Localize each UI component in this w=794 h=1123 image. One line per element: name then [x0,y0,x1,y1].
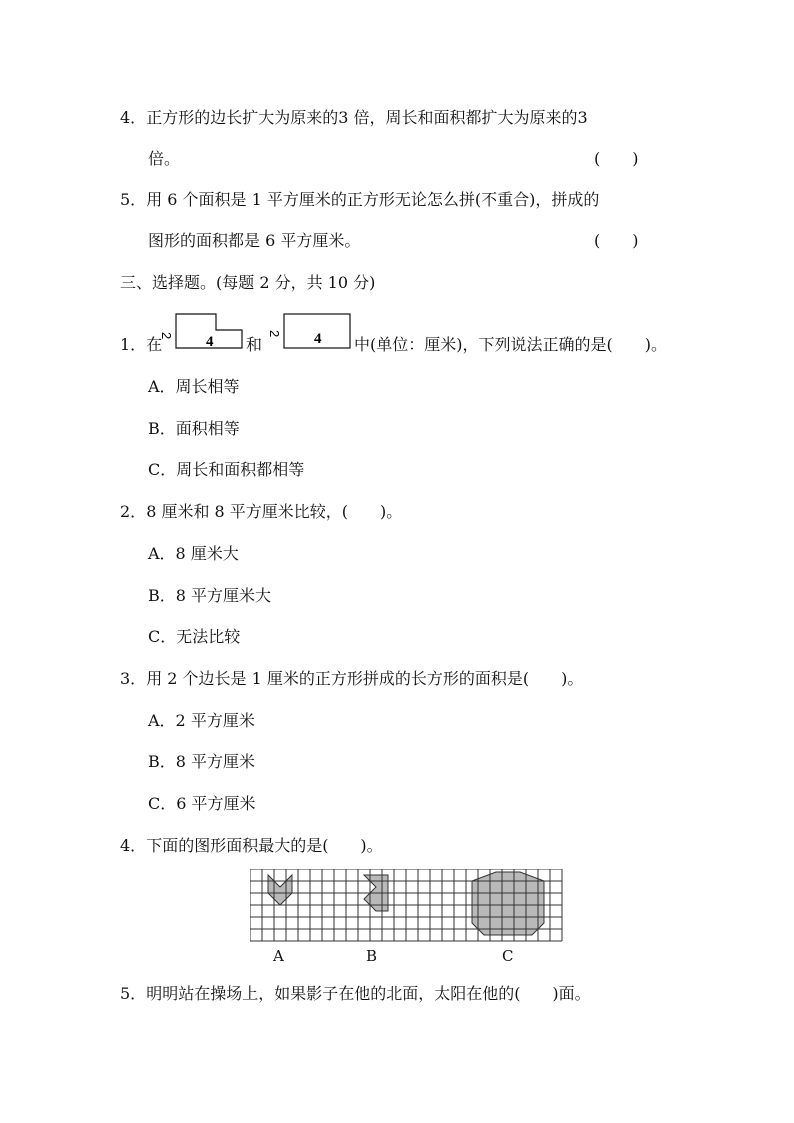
judge-q4-line1 [120,108,588,128]
judge-q4-number: 4． [120,108,147,127]
choice-q1-number: 1． [120,335,147,354]
choice-q2-option-a[interactable]: A．8 厘米大 [148,544,239,563]
choice-q2-line [120,502,402,522]
judge-q5-number: 5． [120,190,147,209]
grid-shape-a [268,875,292,905]
choice-q2-option-b[interactable]: B．8 平方厘米大 [148,586,272,605]
choice-q4-line [120,836,383,856]
choice-q3-option-c[interactable]: C．6 平方厘米 [148,794,256,813]
judge-q5-text: 用 6 个面积是 1 平方厘米的正方形无论怎么拼(不重合)，拼成的 [146,190,600,209]
choice-q3-line [120,669,583,689]
choice-q4-text: 下面的图形面积最大的是( )。 [146,836,383,855]
choice-q3-option-b[interactable]: B．8 平方厘米 [148,752,256,771]
shape-l-bottom-label: 4 [206,334,214,350]
choice-q1-option-c[interactable]: C．周长和面积都相等 [148,460,305,479]
choice-q3-option-a[interactable]: A．2 平方厘米 [148,711,255,730]
shape-rect-side-label: 2 [267,330,282,338]
choice-q3-number: 3． [120,669,147,688]
choice-q3-text: 用 2 个边长是 1 厘米的正方形拼成的长方形的面积是( )。 [146,669,584,688]
judge-q4-text: 正方形的边长扩大为原来的3 倍，周长和面积都扩大为原来的3 [146,108,588,127]
judge-q5-line1 [120,190,599,210]
judge-q5-answer-blank[interactable]: ( ) [594,231,639,250]
choice-q1-post: 中(单位：厘米)，下列说法正确的是( )。 [354,335,667,354]
choice-q1-mid: 和 [246,335,263,354]
judge-q4-answer-blank[interactable]: ( ) [594,149,639,168]
shape-l-side-label: 2 [159,332,174,340]
shape-rect-bottom-label: 4 [314,331,322,347]
judge-q4-line2: 倍。 [148,149,181,168]
choice-q1-option-b[interactable]: B．面积相等 [148,419,240,438]
grid-label-a: A [273,947,284,965]
judge-q5-line2: 图形的面积都是 6 平方厘米。 [148,231,361,250]
choice-q5-line [120,984,591,1004]
section-title: 三、选择题。(每题 2 分，共 10 分) [120,273,376,292]
choice-q5-text: 明明站在操场上，如果影子在他的北面，太阳在他的( )面。 [146,984,591,1003]
area-grid-figure [250,869,568,945]
choice-q2-text: 8 厘米和 8 平方厘米比较，( )。 [146,502,403,521]
choice-q2-option-c[interactable]: C．无法比较 [148,627,241,646]
choice-q1-pre [120,335,162,355]
grid-label-b: B [366,947,378,965]
choice-q5-number: 5． [120,984,147,1003]
choice-q1-option-a[interactable]: A．周长相等 [148,377,240,396]
grid-label-c: C [502,947,514,965]
shape-rect-figure [266,310,356,354]
choice-q4-number: 4． [120,836,147,855]
choice-q2-number: 2． [120,502,147,521]
shape-l-figure [158,310,248,354]
choice-q1-pre-text: 在 [146,335,163,354]
